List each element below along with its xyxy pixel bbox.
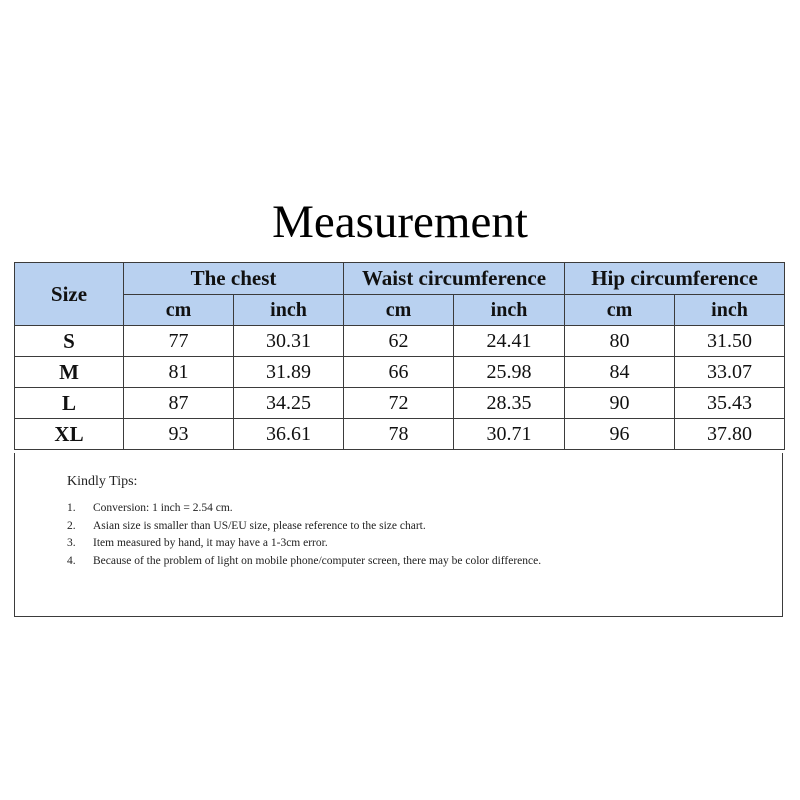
size-cell: S bbox=[15, 326, 124, 357]
value-cell: 35.43 bbox=[675, 388, 785, 419]
tip-text: Asian size is smaller than US/EU size, please reference to the size chart. bbox=[93, 519, 426, 532]
value-cell: 78 bbox=[344, 419, 454, 450]
value-cell: 36.61 bbox=[234, 419, 344, 450]
tips-box bbox=[14, 453, 783, 617]
tip-number: 1. bbox=[67, 502, 76, 514]
value-cell: 33.07 bbox=[675, 357, 785, 388]
value-cell: 24.41 bbox=[454, 326, 565, 357]
value-cell: 30.31 bbox=[234, 326, 344, 357]
value-cell: 87 bbox=[124, 388, 234, 419]
list-item bbox=[67, 554, 707, 570]
table-row bbox=[15, 419, 785, 450]
table-row bbox=[15, 388, 785, 419]
value-cell: 30.71 bbox=[454, 419, 565, 450]
list-item bbox=[67, 501, 707, 517]
unit-header: inch bbox=[454, 295, 565, 326]
value-cell: 96 bbox=[565, 419, 675, 450]
unit-header: cm bbox=[124, 295, 234, 326]
tip-text: Because of the problem of light on mobile phone/computer screen, there may be color difference. bbox=[93, 554, 542, 567]
table-row bbox=[15, 326, 785, 357]
unit-header: cm bbox=[344, 295, 454, 326]
unit-header: inch bbox=[234, 295, 344, 326]
tips-list bbox=[67, 501, 707, 571]
value-cell: 62 bbox=[344, 326, 454, 357]
unit-header: inch bbox=[675, 295, 785, 326]
hip-group-header: Hip circumference bbox=[565, 263, 785, 295]
size-cell: M bbox=[15, 357, 124, 388]
tips-title: Kindly Tips: bbox=[67, 474, 138, 489]
size-cell: XL bbox=[15, 419, 124, 450]
value-cell: 31.89 bbox=[234, 357, 344, 388]
page-title: Measurement bbox=[272, 196, 528, 248]
value-cell: 93 bbox=[124, 419, 234, 450]
value-cell: 28.35 bbox=[454, 388, 565, 419]
table-header-row bbox=[15, 263, 785, 295]
value-cell: 25.98 bbox=[454, 357, 565, 388]
value-cell: 77 bbox=[124, 326, 234, 357]
table-row bbox=[15, 357, 785, 388]
waist-group-header: Waist circumference bbox=[344, 263, 565, 295]
tip-number: 4. bbox=[67, 554, 76, 567]
value-cell: 66 bbox=[344, 357, 454, 388]
chest-group-header: The chest bbox=[124, 263, 344, 295]
value-cell: 34.25 bbox=[234, 388, 344, 419]
value-cell: 84 bbox=[565, 357, 675, 388]
tip-text: Item measured by hand, it may have a 1-3cm error. bbox=[93, 537, 328, 549]
tip-number: 3. bbox=[67, 537, 76, 549]
value-cell: 31.50 bbox=[675, 326, 785, 357]
size-cell: L bbox=[15, 388, 124, 419]
value-cell: 80 bbox=[565, 326, 675, 357]
list-item bbox=[67, 519, 707, 535]
value-cell: 37.80 bbox=[675, 419, 785, 450]
value-cell: 81 bbox=[124, 357, 234, 388]
list-item bbox=[67, 536, 707, 552]
value-cell: 90 bbox=[565, 388, 675, 419]
unit-header-row bbox=[15, 295, 785, 326]
size-column-header: Size bbox=[15, 263, 124, 326]
tip-text: Conversion: 1 inch = 2.54 cm. bbox=[93, 502, 233, 514]
value-cell: 72 bbox=[344, 388, 454, 419]
tip-number: 2. bbox=[67, 519, 76, 532]
size-chart-table bbox=[14, 262, 785, 450]
unit-header: cm bbox=[565, 295, 675, 326]
